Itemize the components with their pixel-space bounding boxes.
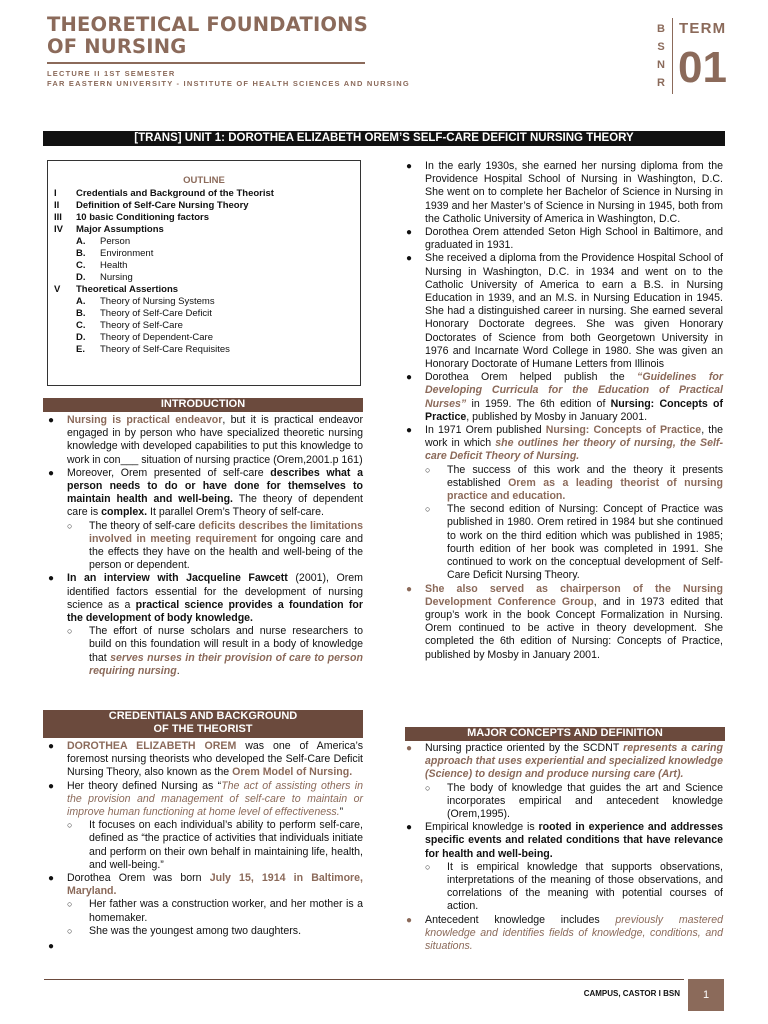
highlight-text: The act of assisting others in the provision and management of self-care to maintain or improve human functioning at home level of effectiveness.	[67, 779, 363, 819]
body-text: Antecedent knowledge includes	[425, 913, 616, 926]
bullet-icon: ●	[48, 873, 55, 885]
body-text: Empirical knowledge is	[425, 821, 539, 834]
outline-num: C.	[76, 260, 86, 271]
page-number: 1	[688, 979, 724, 1011]
outline-label: Theory of Self-Care	[100, 320, 183, 331]
outline-label: Theory of Self-Care Requisites	[100, 344, 230, 355]
body-text: It is empirical knowledge that supports observations, interpretations of the meaning of those observations, and correlations of the meaning with potential courses of action.	[447, 860, 723, 913]
credentials-heading-line: CREDENTIALS AND BACKGROUND	[108, 710, 298, 722]
circle-bullet-icon: ○	[425, 861, 431, 872]
bold-text: Nursing: Concepts of Practice	[425, 397, 723, 423]
list-item	[403, 424, 723, 464]
bold-text: complex.	[101, 506, 148, 519]
outline-num: C.	[76, 320, 86, 331]
list-item	[403, 914, 723, 954]
list-item	[45, 740, 363, 780]
list-item	[403, 160, 723, 226]
outline-label: Major Assumptions	[76, 224, 164, 235]
outline-item	[54, 284, 354, 296]
outline-subitem	[54, 236, 354, 248]
outline-label: Person	[100, 236, 131, 247]
outline-subitem	[54, 308, 354, 320]
circle-bullet-icon: ○	[425, 782, 431, 793]
outline-label: Theory of Nursing Systems	[100, 296, 215, 307]
outline-label: Theory of Dependent-Care	[100, 332, 214, 343]
unit-title-bar: [TRANS] UNIT 1: DOROTHEA ELIZABETH OREM’S SELF-CARE DEFICIT NURSING THEORY	[43, 131, 725, 146]
highlight-text: “Guidelines for Developing Curricula for the Education of Practical Nurses”	[425, 371, 723, 410]
program-letter: R	[657, 77, 665, 89]
list-item	[45, 780, 363, 820]
bullet-icon: ●	[48, 573, 55, 585]
body-text: in 1959. The 6th edition of	[466, 397, 611, 410]
body-text: Dorothea Orem was born	[67, 872, 210, 885]
outline-num: B.	[76, 248, 86, 259]
body-text: She received a diploma from the Providence Hospital School of Nursing in Washington, D.C. in 1934 and went on to the Catholic University of America to earn a B.S. in Nursing Education in 1939, and an M.S. in Nursing Education in 1945. She had a distinguished career in nursing. She earned several Honorary Doctorate degrees. She was given Honorary Doctorates of Science from both Georgetown University in 1976 and Incarnate Word College in 1980. She was given an Honorary Doctorate of Humane Letters from Illinois	[425, 252, 723, 371]
body-text: , but it is practical endeavor engaged in by person who have specialized theoretic nursing knowledge with developed capabilities to put this knowledge to work in con___ situation of nursing practice (Orem,2001.p 161)	[67, 414, 363, 466]
body-text: .	[176, 664, 180, 677]
bold-text: In an interview with Jacqueline Fawcett	[67, 572, 288, 585]
outline-label: Health	[100, 260, 128, 271]
outline-num: A.	[76, 296, 86, 307]
body-text: (2001), Orem identified factors essential for the development of nursing science as a	[67, 572, 363, 611]
outline-label: Theoretical Assertions	[76, 284, 179, 295]
list-item	[45, 467, 363, 520]
bullet-icon: ●	[48, 467, 55, 479]
outline-label: Definition of Self-Care Nursing Theory	[76, 200, 249, 211]
highlight-text: She also served as chairperson of the Nursing Development Conference Group	[425, 582, 723, 608]
outline-subitem	[54, 332, 354, 344]
highlight-text: Orem as a leading theorist of nursing practice and education.	[447, 476, 723, 503]
circle-bullet-icon: ○	[67, 820, 73, 831]
bullet-icon: ●	[406, 583, 413, 595]
sub-list-item	[45, 520, 363, 573]
list-item	[403, 371, 723, 424]
term-number: 01	[678, 43, 727, 92]
outline-label: Theory of Self-Care Deficit	[100, 308, 212, 319]
body-text: Moreover, Orem presented of self-care	[67, 466, 271, 479]
bold-text: describes what a person needs to do or have done for themselves to maintain health and well-being.	[67, 466, 363, 506]
list-item	[45, 572, 363, 625]
list-item	[45, 414, 363, 467]
sub-list-item	[403, 861, 723, 914]
body-text: The theory of self-care	[89, 519, 199, 532]
document-title	[47, 14, 368, 58]
sub-list-item	[45, 925, 363, 938]
circle-bullet-icon: ○	[67, 899, 73, 910]
title-line-2: OF NURSING	[47, 35, 187, 58]
circle-bullet-icon: ○	[425, 464, 431, 475]
outline-num: V	[54, 284, 61, 295]
outline-num: III	[54, 212, 62, 223]
header-vertical-divider	[672, 18, 673, 94]
major-concepts-section	[403, 742, 723, 953]
highlight-text: Nursing is practical endeavor	[67, 414, 223, 426]
highlight-text: July 15, 1914 in Baltimore, Maryland.	[67, 872, 363, 898]
introduction-heading: INTRODUCTION	[43, 398, 363, 412]
highlight-text: deficits describes the limitations involved in meeting requirement	[89, 519, 364, 545]
outline-item	[54, 200, 354, 212]
bullet-icon: ●	[406, 822, 413, 834]
body-text: The second edition of Nursing: Concept of Practice was published in 1980. Orem retired in 1984 but she continued to work on the third edition which was published in 1985; fourth edition of her book was completed in 1991. She continued to work on the conceptual development of Self-Care Deficit Nursing Theory.	[447, 503, 723, 582]
body-text: Dorothea Orem helped publish the	[425, 371, 638, 384]
highlight-text: previously mastered knowledge and identifies fields of knowledge, conditions, and situations.	[425, 913, 723, 953]
outline-subitem	[54, 248, 354, 260]
bullet-icon: ●	[406, 227, 413, 239]
outline-subitem	[54, 296, 354, 308]
program-label	[655, 20, 667, 92]
outline-num: I	[54, 188, 57, 199]
bullet-icon: ●	[48, 741, 55, 752]
body-text: , the work in which	[425, 424, 724, 450]
outline-label: Credentials and Background of the Theorist	[76, 188, 274, 199]
bullet-icon: ●	[406, 743, 413, 754]
body-text: She was the youngest among two daughters.	[89, 924, 302, 937]
outline-num: IV	[54, 224, 63, 235]
body-text: Nursing practice oriented by the SCDNT	[425, 742, 624, 754]
outline-num: D.	[76, 332, 86, 343]
body-text: It parallel Orem’s Theory of self-care.	[147, 506, 324, 519]
list-item	[403, 226, 723, 252]
circle-bullet-icon: ○	[425, 504, 431, 515]
outline-item	[54, 224, 354, 236]
body-text: Her father was a construction worker, and her mother is a homemaker.	[89, 898, 363, 924]
outline-title: OUTLINE	[183, 175, 225, 186]
outline-box	[47, 160, 361, 386]
outline-label: Nursing	[100, 272, 133, 283]
header-divider	[47, 62, 365, 64]
bullet-icon: ●	[406, 372, 413, 384]
outline-label: Environment	[100, 248, 154, 259]
highlight-text: DOROTHEA ELIZABETH OREM	[67, 740, 237, 752]
outline-num: II	[54, 200, 60, 211]
bold-text: practical science provides a foundation for the development of body knowledge.	[67, 598, 363, 625]
list-item	[45, 940, 363, 953]
outline-subitem	[54, 320, 354, 332]
body-text: , and in 1973 edited that group’s work in the book Concept Formalization in Nursing. Orem continued to be active in theory development. She completed the 6th edition of Nursing: Concepts of Practice, published by Mosby in January 2001.	[425, 595, 724, 661]
list-item	[403, 583, 723, 662]
circle-bullet-icon: ○	[67, 520, 73, 531]
body-text: The success of this work and the theory it presents established	[447, 463, 723, 489]
body-text: Her theory defined Nursing as “	[67, 779, 222, 792]
body-text: was one of America’s foremost nursing theorists who developed the Self-Care Deficit Nursing Theory, also known as the	[67, 740, 363, 779]
credentials-heading	[43, 710, 363, 738]
sub-list-item	[45, 625, 363, 678]
body-text: It focuses on each individual’s ability to perform self-care, defined as “the practice of activities that individuals initiate and perform on their own behalf in maintaining life, health, and well-being.”	[89, 819, 363, 871]
list-item	[45, 872, 363, 898]
highlight-text: Orem Model of Nursing.	[232, 766, 353, 779]
outline-num: A.	[76, 236, 86, 247]
highlight-text: Nursing: Concepts of Practice	[545, 424, 702, 437]
sub-list-item	[403, 782, 723, 822]
program-letter: N	[657, 59, 665, 71]
outline-item	[54, 212, 354, 224]
outline-item	[54, 188, 354, 200]
outline-subitem	[54, 260, 354, 272]
highlight-text: represents a caring approach that uses experiential and specialized knowledge (Science) to design and produce nursing care (Art).	[425, 742, 723, 781]
lecture-subtitle: LECTURE II 1ST SEMESTER	[47, 69, 176, 78]
body-text: The body of knowledge that guides the art and Science incorporates empirical and antecedent knowledge (Orem,1995).	[447, 781, 723, 821]
outline-label: 10 basic Conditioning factors	[76, 212, 210, 223]
credentials-heading-line: OF THE THEORIST	[153, 723, 253, 735]
body-text: In 1971 Orem published	[425, 424, 546, 437]
outline-subitem	[54, 344, 354, 356]
major-concepts-heading: MAJOR CONCEPTS AND DEFINITION	[405, 727, 725, 741]
biography-section	[403, 160, 723, 662]
bullet-icon: ●	[48, 941, 55, 953]
bullet-icon: ●	[406, 425, 413, 437]
program-letter: S	[657, 41, 665, 53]
body-text: The effort of nurse scholars and nurse researchers to build on this foundation will result in a body of knowledge that	[89, 625, 363, 664]
list-item	[403, 252, 723, 371]
body-text: ”	[339, 806, 344, 819]
sub-list-item	[403, 503, 723, 582]
bullet-icon: ●	[406, 914, 413, 926]
bullet-icon: ●	[406, 253, 413, 265]
body-text: The theory of dependent care is	[67, 493, 363, 519]
introduction-section	[45, 414, 363, 678]
body-text: Dorothea Orem attended Seton High School in Baltimore, and graduated in 1931.	[425, 226, 723, 252]
outline-num: E.	[76, 344, 85, 355]
circle-bullet-icon: ○	[67, 925, 73, 936]
list-item	[403, 821, 723, 861]
bullet-icon: ●	[48, 415, 55, 426]
bullet-icon: ●	[406, 161, 413, 172]
footer-campus: CAMPUS, CASTOR I BSN	[583, 989, 680, 998]
credentials-section	[45, 740, 363, 953]
list-item	[403, 742, 723, 782]
sub-list-item	[45, 819, 363, 872]
title-line-1: THEORETICAL FOUNDATIONS	[47, 13, 368, 36]
body-text: , published by Mosby in January 2001.	[466, 410, 648, 423]
program-letter: B	[657, 23, 665, 35]
bullet-icon: ●	[48, 780, 55, 792]
bold-text: rooted in experience and addresses specific events and related conditions that have relevance for health and well-being.	[425, 821, 723, 860]
footer-divider	[44, 979, 684, 980]
institution-subtitle: FAR EASTERN UNIVERSITY - INSTITUTE OF HEALTH SCIENCES AND NURSING	[47, 79, 410, 88]
outline-num: B.	[76, 308, 86, 319]
term-label: TERM	[679, 20, 727, 37]
outline-num: D.	[76, 272, 86, 283]
sub-list-item	[45, 898, 363, 924]
sub-list-item	[403, 464, 723, 504]
outline-subitem	[54, 272, 354, 284]
highlight-text: she outlines her theory of nursing, the Self-care Deficit Theory of Nursing.	[425, 437, 723, 463]
body-text: In the early 1930s, she earned her nursing diploma from the Providence Hospital School of Nursing in Washington, D.C. She went on to complete her Bachelor of Science in Nursing in 1939 and her Master’s of Science in Nursing in 1945, both from the Catholic University of America in Washington, D.C.	[425, 160, 723, 225]
circle-bullet-icon: ○	[67, 626, 73, 637]
body-text: for ongoing care and the effects they have on the health and well-being of the person or dependent.	[89, 532, 364, 572]
highlight-text: serves nurses in their provision of care to person requiring nursing	[89, 651, 364, 677]
